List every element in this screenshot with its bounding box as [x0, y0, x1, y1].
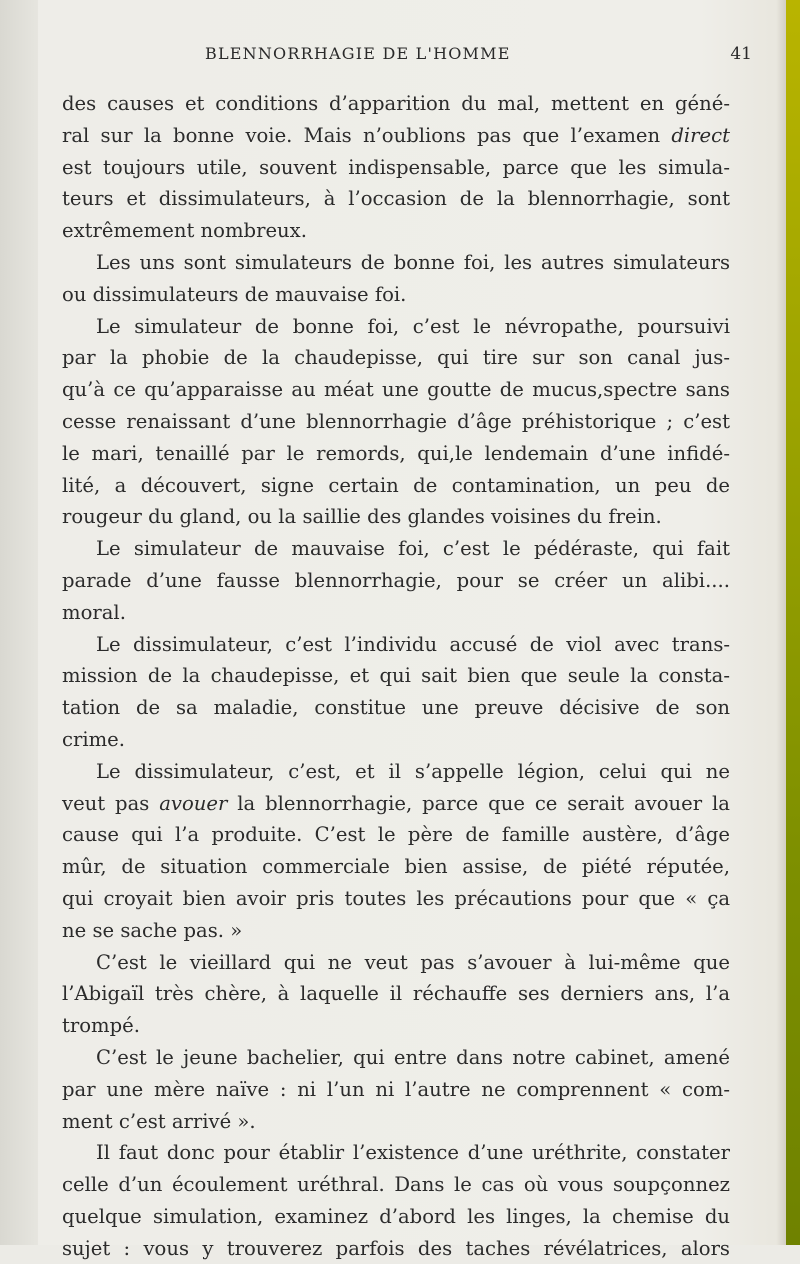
- text-line: cesse renaissant d’une blennorrhagie d’âge préhistorique ; c’est: [62, 409, 730, 433]
- text-line: l’Abigaïl très chère, à laquelle il réchauffe ses derniers ans, l’a: [62, 982, 730, 1006]
- running-title: BLENNORRHAGIE DE L'HOMME: [205, 44, 511, 63]
- text-line: sujet : vous y trouverez parfois des taches révélatrices, alors: [62, 1236, 730, 1260]
- paragraph: [62, 247, 730, 311]
- text-line: cause qui l’a produite. C’est le père de famille austère, d’âge: [62, 823, 730, 847]
- text-line: ne se sache pas. »: [62, 918, 243, 942]
- paragraph: [62, 88, 730, 247]
- paragraph: [62, 1042, 730, 1137]
- text-line: veut pas avouer la blennorrhagie, parce que ce serait avouer la: [62, 791, 730, 815]
- text-line: parade d’une fausse blennorrhagie, pour se créer un alibi....: [62, 568, 730, 592]
- text-line: quelque simulation, examinez d’abord les linges, la chemise du: [62, 1204, 730, 1228]
- text-line: Le simulateur de mauvaise foi, c’est le pédéraste, qui fait: [96, 537, 730, 561]
- gutter-shadow: [0, 0, 38, 1245]
- text-line: [62, 120, 730, 152]
- page-number: 41: [730, 44, 752, 64]
- text-line: Le dissimulateur, c’est, et il s’appelle légion, celui qui ne: [96, 759, 730, 783]
- body-text: [62, 88, 730, 1264]
- text-line: teurs et dissimulateurs, à l’occasion de la blennorrhagie, sont: [62, 187, 730, 211]
- page-header: [60, 44, 760, 74]
- italic-word: avouer: [159, 791, 228, 815]
- page-edge-shadow: [776, 0, 786, 1245]
- paragraph: [62, 533, 730, 628]
- text-line: extrêmement nombreux.: [62, 219, 307, 243]
- text-line: ou dissimulateurs de mauvaise foi.: [62, 282, 407, 306]
- text-line: mission de la chaudepisse, et qui sait bien que seule la consta-: [62, 664, 730, 688]
- text-line: des causes et conditions d’apparition du mal, mettent en géné-: [62, 92, 730, 115]
- text-line: qu’à ce qu’apparaisse au méat une goutte de mucus,spectre sans: [62, 378, 730, 402]
- text-line: par la phobie de la chaudepisse, qui tire sur son canal jus-: [62, 346, 730, 370]
- text-line: moral.: [62, 600, 126, 624]
- page-edge: [786, 0, 800, 1245]
- text-line: tation de sa maladie, constitue une preuve décisive de son: [62, 696, 730, 720]
- text-line: Le simulateur de bonne foi, c’est le névropathe, poursuivi: [96, 314, 730, 338]
- text-line: par une mère naïve : ni l’un ni l’autre ne comprennent « com-: [62, 1077, 730, 1101]
- paragraph: [62, 629, 730, 756]
- text-line: crime.: [62, 727, 126, 751]
- text-line: rougeur du gland, ou la saillie des glandes voisines du frein.: [62, 505, 662, 529]
- text-line: mûr, de situation commerciale bien assise, de piété réputée,: [62, 855, 730, 879]
- text-line: trompé.: [62, 1014, 140, 1038]
- text-fragment: ral sur la bonne voie. Mais n’oublions pas que l’examen direct: [62, 123, 730, 147]
- text-line: ment c’est arrivé ».: [62, 1109, 256, 1133]
- italic-word: direct: [671, 123, 730, 147]
- text-line: lité, a découvert, signe certain de contamination, un peu de: [62, 473, 730, 497]
- paragraph: [62, 311, 730, 534]
- paragraph: [62, 947, 730, 1042]
- text-line: le mari, tenaillé par le remords, qui,le lendemain d’une infidé-: [62, 441, 730, 465]
- text-line: qui croyait bien avoir pris toutes les précautions pour que « ça: [62, 886, 730, 910]
- paragraph: [62, 756, 730, 947]
- text-line: Le dissimulateur, c’est l’individu accusé de viol avec trans-: [96, 632, 730, 656]
- text-line: est toujours utile, souvent indispensable, parce que les simula-: [62, 155, 730, 179]
- text-line: celle d’un écoulement uréthral. Dans le cas où vous soupçonnez: [62, 1173, 730, 1197]
- text-line: Il faut donc pour établir l’existence d’une uréthrite, constater: [96, 1141, 730, 1165]
- text-line: Les uns sont simulateurs de bonne foi, les autres simulateurs: [96, 250, 730, 274]
- text-line: C’est le jeune bachelier, qui entre dans notre cabinet, amené: [96, 1045, 730, 1069]
- text-line: C’est le vieillard qui ne veut pas s’avouer à lui-même que: [96, 950, 730, 974]
